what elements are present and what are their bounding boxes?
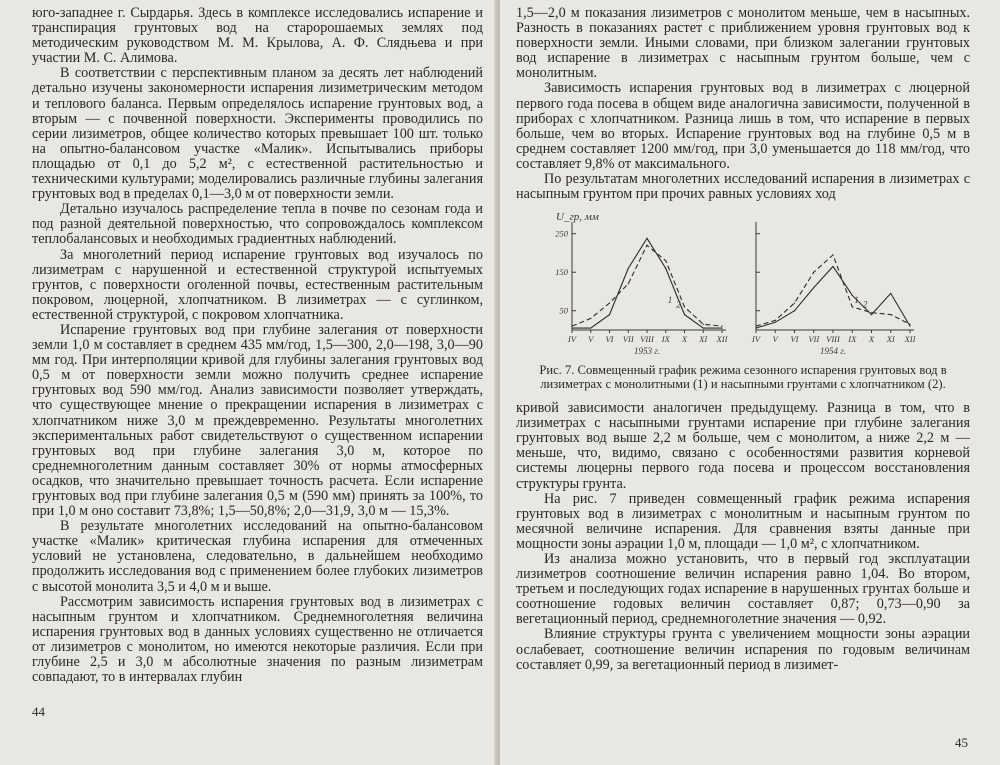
x-tick-label: VII [808, 334, 820, 345]
data-point [813, 272, 814, 273]
data-point [794, 303, 795, 304]
data-point [755, 328, 756, 329]
paragraph: В результате многолетних исследований на опытно-балансовом участке «Малик» критическая глубина испарения для отмеченных условий не установлена, следовательно, в дальнейшем необходимо продолжить исследования вод с применением более глубоких лизиметров с высотой монолита 3,5 и 4,0 м и выше. [32, 518, 483, 595]
data-point [871, 312, 872, 313]
data-point [832, 255, 833, 256]
data-point [721, 326, 722, 327]
data-point [684, 307, 685, 308]
data-point [646, 238, 647, 239]
paragraph: кривой зависимости аналогичен предыдущему. Разница в том, что в лизиметрах с насыпными грунтами испарение при глубине залегания грунтовых вод выше 2,2 м больше, чем с монолитом, а ниже 2,2 м — меньше, что, видимо, связано с особенностями развития корневой системы люцерны первого года посева и процессом восстановления структуры грунта. [516, 400, 970, 492]
x-tick-label: V [772, 334, 778, 345]
data-point [571, 328, 572, 329]
paragraph: Зависимость испарения грунтовых вод в лизиметрах с люцерной первого года посева в общем виде аналогична зависимости, полученной в приборах с хлопчатником. Разница лишь в том, что испарение в первых больше, чем во вторых. Испарение грунтовых вод на глубине 0,5 м в среднем составляет 1200 мм/год, при 3,0 уменьшается до 118 мм/год, что составляет 9,8% от максимального. [516, 80, 970, 172]
x-tick-label: X [681, 334, 688, 345]
data-point [755, 326, 756, 327]
data-point [794, 310, 795, 311]
data-point [684, 314, 685, 315]
x-tick-label: VII [622, 334, 634, 345]
left-page [0, 0, 497, 765]
curve-label: 1 [854, 295, 859, 306]
x-tick-label: XI [699, 334, 708, 345]
data-point [890, 293, 891, 294]
paragraph: На рис. 7 приведен совмещенный график режима испарения грунтовых вод в лизиметрах с монолитным и насыпным грунтом по месячной величине испарения. Для сравнения взяты данные при мощности зоны аэрации 1,0 м, площади — 1,0 м², с хлопчатником. [516, 490, 970, 552]
y-tick-label: 250 [555, 228, 568, 239]
panel-year-label: 1954 г. [820, 346, 846, 357]
x-tick-label: IV [567, 334, 577, 345]
data-point [703, 328, 704, 329]
series-line-1 [572, 239, 722, 329]
paragraph: юго-западнее г. Сырдарья. Здесь в комплексе исследовались испарение и транспирация грунтовых вод на старорошаемых землях под методическим руководством М. М. Крылова, А. Ф. Слядњева и при участии М. С. Алимова. [32, 5, 483, 67]
figure-caption: Рис. 7. Совмещенный график режима сезонного испарения грунтовых вод в лизиметрах с монолитными (1) и насыпными грунтами с хлопчатником (2). [539, 363, 947, 391]
curve-label: 1 [667, 295, 673, 306]
right-page-text-bottom [516, 401, 970, 673]
x-tick-label: XI [886, 334, 895, 345]
x-tick-label: IX [848, 334, 857, 345]
data-point [852, 307, 853, 308]
data-point [775, 322, 776, 323]
x-tick-label: VI [790, 334, 799, 345]
data-point [832, 266, 833, 267]
page-number: 44 [32, 704, 45, 719]
paragraph: Из анализа можно установить, что в первый год эксплуатации лизиметров соотношение величин испарения равно 1,04. Во втором, третьем и последующих годах испарение в нарушенных грунтах больше и соотношение годовых величин составляет 0,87; 0,73—0,90 за вегетационный период, среднемноголетние значения — 0,92. [516, 550, 970, 628]
data-point [890, 314, 891, 315]
x-tick-label: VI [605, 334, 614, 345]
paragraph: Влияние структуры грунта с увеличением мощности зоны аэрации ослабевает, соотношение величин испарения по годовым величинам составляет 0,99, за вегетационный период в лизимет- [516, 626, 970, 673]
data-point [852, 295, 853, 296]
data-point [721, 328, 722, 329]
data-point [590, 318, 591, 319]
paragraph: По результатам многолетних исследований испарения в лизиметрах с насыпным грунтом при прочих равных условиях ход [516, 171, 970, 203]
data-point [871, 314, 872, 315]
paragraph: Детально изучалось распределение тепла в почве по сезонам года и под разной деятельной поверхностью, что сопровождалось комплексом теплобалансовых и необходимых градиентных наблюдений. [32, 201, 483, 248]
x-tick-label: IX [661, 334, 670, 345]
page-number: 45 [955, 735, 968, 750]
evaporation-chart [516, 208, 970, 358]
data-point [813, 287, 814, 288]
data-point [703, 324, 704, 325]
left-page-text [32, 6, 483, 685]
y-axis-label: U_гр, мм [556, 211, 599, 224]
data-point [628, 268, 629, 269]
data-point [590, 328, 591, 329]
data-point [909, 324, 910, 325]
paragraph: В соответствии с перспективным планом за десять лет наблюдений детально изучены закономерности испарения лизиметрическим методом и теплового баланса. Первым определялось испарение грунтовых вод, а вторым — с почвенной поверхности. Эксперименты проводились по серии лизиметров, общее количество которых превышает 100 шт. только на опытно-балансовом участке «Малик». Испытывались приборы площадью от 0,1 до 5,2 м², с естественной растительностью и техническими культурами; моделировались различные глубины залегания грунтовых вод в пределах 0,1—3,0 м от поверхности земли. [32, 65, 483, 203]
paragraph: 1,5—2,0 м показания лизиметров с монолитом меньше, чем в насыпных. Разность в показаниях растет с приближением уровня грунтовых вод к поверхности земли. Иными словами, при близком залегании грунтовых вод испарение в лизиметрах с насыпным грунтом больше, чем с монолитным. [516, 5, 970, 82]
data-point [571, 326, 572, 327]
series-line-1 [756, 267, 910, 329]
x-tick-label: IV [751, 334, 761, 345]
curve-label: 2 [676, 299, 681, 310]
data-point [665, 260, 666, 261]
data-point [909, 326, 910, 327]
series-line-2 [756, 255, 910, 326]
data-point [628, 283, 629, 284]
data-point [609, 314, 610, 315]
data-point [646, 245, 647, 246]
paragraph: За многолетний период испарение грунтовых вод изучалось по лизиметрам с нарушенной и естественной структурой испытуемых грунтов, с поверхности оголенной почвы, естественным растительным покровом, люцерной, хлопчатником. В лизиметрах — с суглинком, естественной структурой, с покровом хлопчатника. [32, 246, 483, 323]
series-line-2 [572, 245, 722, 326]
x-tick-label: X [868, 334, 875, 345]
curve-label: 2 [862, 299, 868, 310]
x-tick-label: VIII [640, 334, 654, 345]
data-point [775, 320, 776, 321]
right-page-text-top [516, 6, 970, 202]
y-tick-label: 150 [555, 267, 568, 278]
y-tick-label: 50 [559, 305, 568, 316]
x-tick-label: V [588, 334, 594, 345]
right-page [500, 0, 1000, 765]
figure-7 [516, 208, 970, 401]
paragraph: Рассмотрим зависимость испарения грунтовых вод в лизиметрах с насыпным грунтом и хлопчатником. Среднемноголетняя величина испарения грунтовых вод в данных условиях существенно не отличается от лизиметров с монолитом, но имеются некоторые различия. Если при глубине 2,5 и 3,0 м абсолютные значения по разным лизиметрам совпадают, то в интервалах глубин [32, 593, 483, 686]
x-tick-label: XII [716, 334, 728, 345]
data-point [665, 268, 666, 269]
x-tick-label: VIII [826, 334, 840, 345]
paragraph: Испарение грунтовых вод при глубине залегания от поверхности земли 1,0 м составляет в среднем 435 мм/год, 1,5—300, 2,0—198, 3,0—90 мм год. При интерполяции кривой для глубины залегания грунтовых вод 0,5 м от поверхности земли можно получить среднее испарение грунтовых вод 590 мм/год. Анализ зависимости позволяет утверждать, что существующее мнение о прекращении испарения в лизиметрах с хлопчатником ниже 3,0 м преждевременно. Результаты многолетних экспериментальных работ свидетельствуют о существенном испарении грунтовых вод при глубине залегания 3,0 м, которое по среднемноголетним данным составляет 30% от нормы атмосферных осадков, что значительно превышает точность расчета. Если испарение грунтовых вод при глубине залегания 0,5 м (590 мм) принять за 100%, то при 1,0 м оно составит 73,8%; 1,5—50,8%; 2,0—31,9, 3,0 м — 15,3%. [32, 321, 483, 520]
data-point [609, 303, 610, 304]
x-tick-label: XII [904, 334, 916, 345]
panel-year-label: 1953 г. [634, 346, 660, 357]
